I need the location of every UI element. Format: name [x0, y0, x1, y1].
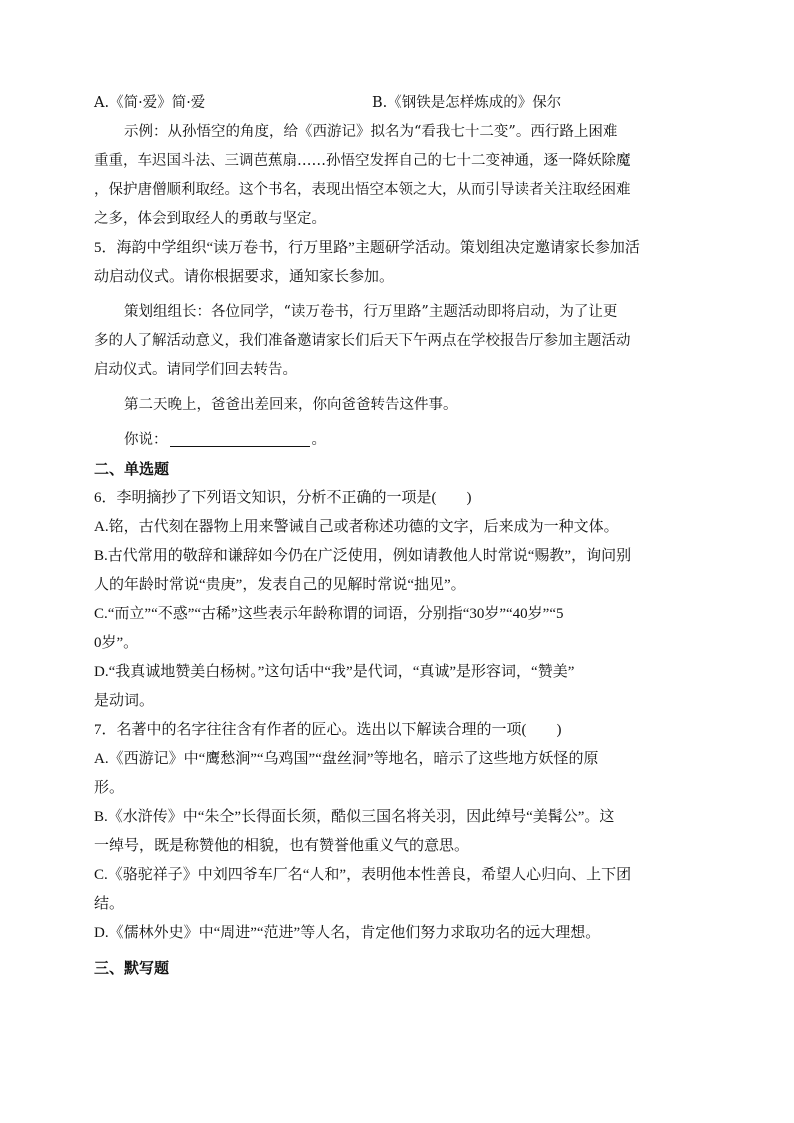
- q4-example-line-1: 示例：从孙悟空的角度，给《西游记》拟名为“看我七十二变”。西行路上困难: [124, 124, 618, 140]
- q5-stem-line-2: 动启动仪式。请你根据要求，通知家长参加。: [94, 269, 395, 285]
- q6-option-b-line-2: 人的年龄时常说“贵庚”，发表自己的见解时常说“拙见”。: [94, 577, 466, 593]
- q7-stem: 7．名著中的名字往往含有作者的匠心。选出以下解读合理的一项( ): [94, 722, 562, 738]
- q5-leader-line-1: 策划组组长：各位同学，“读万卷书，行万里路”主题活动即将启动，为了让更: [124, 304, 618, 320]
- q4-option-b: B.《钢铁是怎样炼成的》保尔: [372, 95, 562, 111]
- section2-title: 二、单选题: [94, 460, 170, 478]
- q5-leader-line-2: 多的人了解活动意义，我们准备邀请家长们后天下午两点在学校报告厅参加主题活动: [94, 333, 631, 349]
- q6-option-d-line-2: 是动词。: [94, 693, 155, 709]
- q5-you-say-label: 你说：: [124, 432, 168, 448]
- q5-scene: 第二天晚上，爸爸出差回来，你向爸爸转告这件事。: [124, 397, 458, 413]
- q7-option-b-line-2: 一绰号，既是称赞他的相貌，也有赞誉他重义气的意思。: [94, 838, 470, 854]
- q7-option-a-line-1: A.《西游记》中“鹰愁涧”“乌鸡国”“盘丝洞”等地名，暗示了这些地方妖怪的原: [94, 751, 599, 767]
- q6-stem: 6．李明摘抄了下列语文知识，分析不正确的一项是( ): [94, 490, 472, 506]
- q6-option-c-line-1: C.“而立”“不惑”“古稀”这些表示年龄称谓的词语，分别指“30岁”“40岁”“5: [94, 606, 564, 622]
- q5-stem-line-1: 5．海韵中学组织“读万卷书，行万里路”主题研学活动。策划组决定邀请家长参加活: [94, 240, 640, 256]
- q4-options-row: [94, 89, 706, 118]
- q5-leader-line-3: 启动仪式。请同学们回去转告。: [94, 362, 297, 378]
- q4-example-line-2: 重重，车迟国斗法、三调芭蕉扇……孙悟空发挥自己的七十二变神通，逐一降妖除魔: [94, 153, 631, 169]
- q5-answer-line: [94, 426, 706, 455]
- q4-example-line-4: 之多，体会到取经人的勇敢与坚定。: [94, 211, 326, 227]
- q6-option-c-line-2: 0岁”。: [94, 635, 139, 651]
- q5-you-say-suffix: 。: [311, 432, 326, 448]
- q7-option-b-line-1: B.《水浒传》中“朱仝”长得面长须，酷似三国名将关羽，因此绰号“美髯公”。这: [94, 809, 615, 825]
- q6-option-d-line-1: D.“我真诚地赞美白杨树。”这句话中“我”是代词，“真诚”是形容词，“赞美”: [94, 664, 575, 680]
- q5-answer-blank[interactable]: [170, 430, 310, 447]
- q7-option-a-line-2: 形。: [94, 780, 125, 796]
- page-content: [94, 89, 706, 983]
- section3-title: 三、默写题: [94, 959, 170, 977]
- q6-option-a: A.铭，古代刻在器物上用来警诫自己或者称述功德的文字，后来成为一种文体。: [94, 519, 619, 535]
- q7-option-d: D.《儒林外史》中“周进”“范进”等人名，肯定他们努力求取功名的远大理想。: [94, 925, 601, 941]
- q4-option-a: A.《简·爱》简·爱: [94, 95, 206, 111]
- q7-option-c-line-2: 结。: [94, 896, 125, 912]
- q6-option-b-line-1: B.古代常用的敬辞和谦辞如今仍在广泛使用，例如请教他人时常说“赐教”，询问别: [94, 548, 632, 564]
- q7-option-c-line-1: C.《骆驼祥子》中刘四爷车厂名“人和”，表明他本性善良，希望人心归向、上下团: [94, 867, 632, 883]
- q4-example-line-3: ，保护唐僧顺利取经。这个书名，表现出悟空本领之大，从而引导读者关注取经困难: [94, 182, 631, 198]
